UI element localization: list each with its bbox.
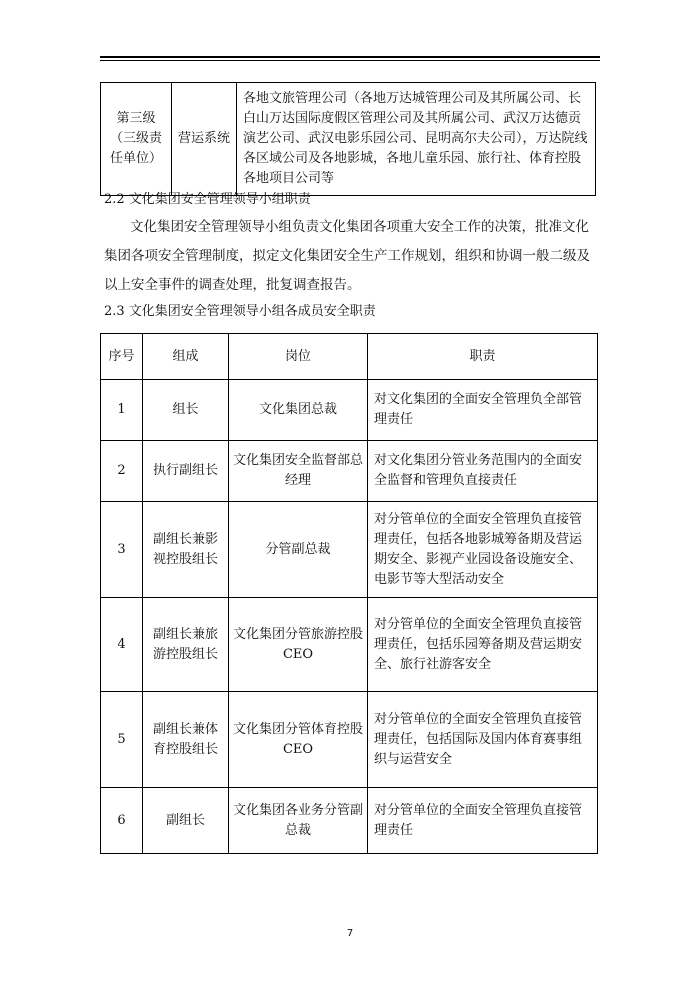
header-post: 岗位 — [229, 334, 368, 380]
row-duty: 对文化集团分管业务范围内的全面安全监督和管理负直接责任 — [368, 441, 598, 502]
paragraph-text: 文化集团安全管理领导小组负责文化集团各项重大安全工作的决策，批准文化集团各项安全管理制度，拟定文化集团安全生产工作规划，组织和协调一般二级及以上安全事件的调查处理，批复调查报告。 — [104, 219, 590, 293]
section-paragraph-2-2 — [104, 213, 598, 300]
row-duty: 对分管单位的全面安全管理负直接管理责任 — [368, 788, 598, 854]
system-cell: 营运系统 — [172, 83, 237, 196]
page-number: 7 — [346, 928, 354, 939]
unit-level-table — [100, 82, 596, 196]
header-rule-thin — [100, 60, 600, 61]
row-no: 2 — [101, 441, 143, 502]
table-row — [101, 83, 596, 196]
header-no: 序号 — [101, 334, 143, 380]
table-row — [101, 502, 598, 598]
table-header-row — [101, 334, 598, 380]
units-cell: 各地文旅管理公司（各地万达城管理公司及其所属公司、长白山万达国际度假区管理公司及其所属公司、武汉万达德贡演艺公司、武汉电影乐园公司、昆明高尔夫公司），万达院线各区域公司及各地影城，各地儿童乐园、旅行社、体育控股各地项目公司等 — [237, 83, 596, 196]
row-post: 分管副总裁 — [229, 502, 368, 598]
row-post: 文化集团各业务分管副总裁 — [229, 788, 368, 854]
header-duty: 职责 — [368, 334, 598, 380]
table-row — [101, 441, 598, 502]
level-line: （三级责 — [109, 131, 162, 146]
row-no: 3 — [101, 502, 143, 598]
row-group: 组长 — [143, 380, 229, 441]
table-row — [101, 380, 598, 441]
row-post: 文化集团分管体育控股CEO — [229, 692, 368, 788]
row-duty: 对分管单位的全面安全管理负直接管理责任，包括各地影城筹备期及营运期安全、影视产业园设备设施安全、电影节等大型活动安全 — [368, 502, 598, 598]
row-group: 副组长 — [143, 788, 229, 854]
row-no: 1 — [101, 380, 143, 441]
level-line: 第三级 — [116, 111, 156, 126]
section-heading-2-3: 2.3 文化集团安全管理领导小组各成员安全职责 — [104, 304, 376, 319]
section-heading-2-2: 2.2 文化集团安全管理领导小组职责 — [104, 192, 311, 207]
row-duty: 对文化集团的全面安全管理负全部管理责任 — [368, 380, 598, 441]
table-row — [101, 788, 598, 854]
row-group: 副组长兼体育控股组长 — [143, 692, 229, 788]
row-group: 副组长兼影视控股组长 — [143, 502, 229, 598]
row-no: 6 — [101, 788, 143, 854]
row-group: 执行副组长 — [143, 441, 229, 502]
row-no: 4 — [101, 598, 143, 692]
row-post: 文化集团总裁 — [229, 380, 368, 441]
row-post: 文化集团分管旅游控股CEO — [229, 598, 368, 692]
level-line: 任单位） — [109, 151, 162, 166]
level-cell — [101, 83, 172, 196]
table-row — [101, 598, 598, 692]
row-no: 5 — [101, 692, 143, 788]
row-post: 文化集团安全监督部总经理 — [229, 441, 368, 502]
header-group: 组成 — [143, 334, 229, 380]
member-duties-table — [100, 333, 598, 854]
table-row — [101, 692, 598, 788]
row-duty: 对分管单位的全面安全管理负直接管理责任，包括国际及国内体育赛事组织与运营安全 — [368, 692, 598, 788]
header-rule-thick — [100, 56, 600, 58]
row-group: 副组长兼旅游控股组长 — [143, 598, 229, 692]
row-duty: 对分管单位的全面安全管理负直接管理责任，包括乐园筹备期及营运期安全、旅行社游客安全 — [368, 598, 598, 692]
